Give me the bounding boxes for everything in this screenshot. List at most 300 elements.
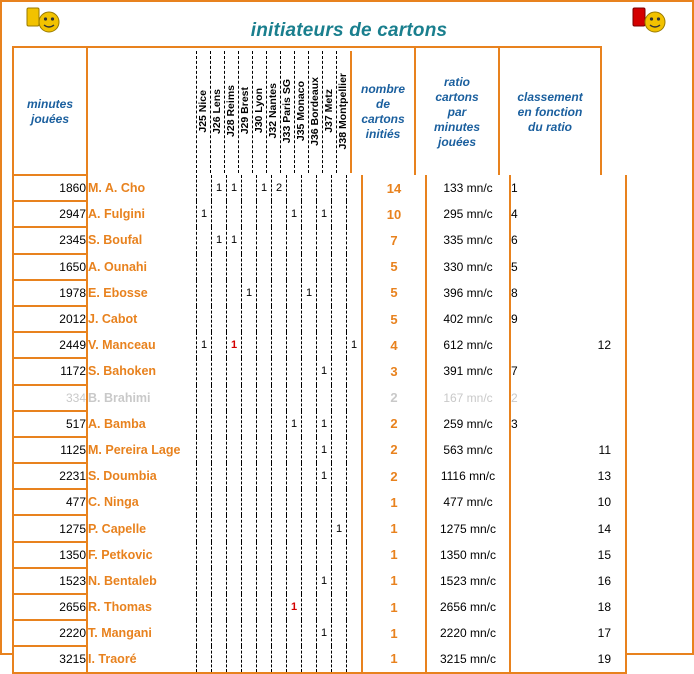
header-match-j36	[309, 51, 323, 173]
cell-minutes-jouees: 3215	[13, 646, 87, 672]
cell-match-j38	[347, 542, 363, 568]
cell-match-j38	[347, 620, 363, 646]
cell-ratio: 391 mn/c	[426, 358, 510, 384]
cell-match-j33	[287, 227, 302, 253]
cell-match-j38	[347, 568, 363, 594]
cell-player-name: B. Brahimi	[87, 385, 197, 411]
cell-match-j37	[332, 306, 347, 332]
cell-match-j28: 1	[227, 175, 242, 201]
cell-match-j37	[332, 227, 347, 253]
cell-match-j37	[332, 542, 347, 568]
cell-match-j38	[347, 489, 363, 515]
header-match-label-j26: J26 Lens	[211, 88, 223, 134]
table-row	[13, 385, 626, 411]
cell-match-j33	[287, 254, 302, 280]
table-row	[13, 332, 626, 358]
cell-match-j37	[332, 385, 347, 411]
cell-player-name: M. A. Cho	[87, 175, 197, 201]
cell-player-name: I. Traoré	[87, 646, 197, 672]
cell-match-j29	[242, 594, 257, 620]
cell-match-j30: 1	[257, 175, 272, 201]
header-match-j30	[253, 51, 267, 173]
cell-classement: 16	[510, 568, 626, 594]
cell-match-j36	[317, 254, 332, 280]
cell-match-j28: 1	[227, 332, 242, 358]
header-match-label-j36: J36 Bordeaux	[309, 76, 321, 146]
table-row	[13, 594, 626, 620]
cell-match-j33	[287, 489, 302, 515]
cell-minutes-jouees: 1523	[13, 568, 87, 594]
cell-match-j38	[347, 463, 363, 489]
cell-match-j36: 1	[317, 568, 332, 594]
cell-match-j33	[287, 385, 302, 411]
cell-match-j29	[242, 542, 257, 568]
cell-match-j38	[347, 201, 363, 227]
cell-classement: 3	[510, 411, 626, 437]
cell-match-j29	[242, 620, 257, 646]
table-row	[13, 437, 626, 463]
cell-match-j26	[212, 306, 227, 332]
cell-match-j25	[197, 542, 212, 568]
cell-match-j30	[257, 306, 272, 332]
cell-match-j37	[332, 489, 347, 515]
cell-minutes-jouees: 477	[13, 489, 87, 515]
cell-match-j36	[317, 227, 332, 253]
cell-classement: 19	[510, 646, 626, 672]
header-matches-block	[87, 47, 415, 177]
cell-nombre-cartons: 2	[362, 463, 426, 489]
cell-match-j35	[302, 542, 317, 568]
cell-match-j37	[332, 437, 347, 463]
cell-match-j35	[302, 620, 317, 646]
cell-match-j29	[242, 646, 257, 672]
cell-minutes-jouees: 2656	[13, 594, 87, 620]
cell-classement: 13	[510, 463, 626, 489]
cell-minutes-jouees: 2345	[13, 227, 87, 253]
cell-nombre-cartons: 1	[362, 594, 426, 620]
cell-match-j35	[302, 358, 317, 384]
cell-classement: 17	[510, 620, 626, 646]
cell-match-j36: 1	[317, 411, 332, 437]
cell-match-j38	[347, 385, 363, 411]
cell-nombre-cartons: 5	[362, 306, 426, 332]
cell-match-j32	[272, 620, 287, 646]
cell-match-j38	[347, 254, 363, 280]
table-row	[13, 620, 626, 646]
cell-match-j26: 1	[212, 175, 227, 201]
cell-match-j28	[227, 646, 242, 672]
cell-match-j28	[227, 620, 242, 646]
cell-match-j26	[212, 515, 227, 541]
cell-player-name: M. Pereira Lage	[87, 437, 197, 463]
cell-match-j29	[242, 306, 257, 332]
cell-nombre-cartons: 1	[362, 620, 426, 646]
cell-match-j37	[332, 620, 347, 646]
cell-classement: 9	[510, 306, 626, 332]
table-row	[13, 568, 626, 594]
table-row	[13, 515, 626, 541]
cell-ratio: 402 mn/c	[426, 306, 510, 332]
cell-match-j25	[197, 489, 212, 515]
header-minutes-line2: jouées	[30, 112, 69, 126]
cell-match-j32	[272, 594, 287, 620]
table-row	[13, 175, 626, 201]
cell-match-j25	[197, 385, 212, 411]
cell-nombre-cartons: 5	[362, 254, 426, 280]
header-ratio	[415, 47, 499, 177]
cell-match-j28	[227, 358, 242, 384]
cell-match-j37	[332, 280, 347, 306]
cell-match-j25	[197, 306, 212, 332]
cell-match-j36	[317, 385, 332, 411]
cell-match-j30	[257, 332, 272, 358]
cell-match-j32	[272, 568, 287, 594]
cell-match-j35	[302, 489, 317, 515]
cell-match-j30	[257, 594, 272, 620]
cell-match-j33	[287, 280, 302, 306]
cell-match-j25	[197, 254, 212, 280]
table-row	[13, 411, 626, 437]
cell-classement: 10	[510, 489, 626, 515]
cell-ratio: 396 mn/c	[426, 280, 510, 306]
cell-match-j26	[212, 489, 227, 515]
cell-match-j25	[197, 175, 212, 201]
cell-match-j32	[272, 358, 287, 384]
cell-match-j26	[212, 463, 227, 489]
header-match-label-j37: J37 Metz	[323, 89, 335, 133]
header-match-label-j33: J33 Paris SG	[281, 78, 293, 144]
cell-nombre-cartons: 1	[362, 542, 426, 568]
cell-match-j32	[272, 463, 287, 489]
cell-match-j30	[257, 463, 272, 489]
cell-match-j30	[257, 201, 272, 227]
cell-match-j35	[302, 227, 317, 253]
cell-classement: 5	[510, 254, 626, 280]
cell-nombre-cartons: 3	[362, 358, 426, 384]
cell-ratio: 2656 mn/c	[426, 594, 510, 620]
cell-match-j33	[287, 306, 302, 332]
cell-classement: 4	[510, 201, 626, 227]
cell-classement: 15	[510, 542, 626, 568]
cell-minutes-jouees: 2449	[13, 332, 87, 358]
cell-nombre-cartons: 1	[362, 515, 426, 541]
cell-match-j32	[272, 515, 287, 541]
cell-player-name: R. Thomas	[87, 594, 197, 620]
cell-classement: 12	[510, 332, 626, 358]
header-nombre-line3: cartons	[361, 112, 405, 126]
table-row	[13, 254, 626, 280]
cell-match-j32	[272, 306, 287, 332]
cell-match-j26	[212, 411, 227, 437]
cell-match-j26	[212, 332, 227, 358]
table-row	[13, 646, 626, 672]
cell-minutes-jouees: 2231	[13, 463, 87, 489]
cell-match-j29	[242, 568, 257, 594]
cell-match-j29	[242, 515, 257, 541]
cell-nombre-cartons: 4	[362, 332, 426, 358]
cell-match-j26	[212, 280, 227, 306]
cell-player-name: S. Bahoken	[87, 358, 197, 384]
cell-classement: 1	[510, 175, 626, 201]
cell-match-j32	[272, 542, 287, 568]
cell-match-j33	[287, 515, 302, 541]
cell-match-j26	[212, 254, 227, 280]
cell-match-j35	[302, 306, 317, 332]
cell-match-j37	[332, 463, 347, 489]
header-classement-line3: du ratio	[528, 119, 572, 134]
header-match-label-j35: J35 Monaco	[295, 80, 307, 142]
cell-match-j32	[272, 280, 287, 306]
cell-match-j33	[287, 463, 302, 489]
table-row	[13, 201, 626, 227]
cell-match-j35	[302, 594, 317, 620]
cell-match-j38	[347, 437, 363, 463]
cell-ratio: 563 mn/c	[426, 437, 510, 463]
cell-classement: 11	[510, 437, 626, 463]
cell-minutes-jouees: 1275	[13, 515, 87, 541]
cell-match-j26	[212, 646, 227, 672]
cell-match-j36: 1	[317, 463, 332, 489]
cell-match-j28	[227, 201, 242, 227]
header-nombre-line2: de	[375, 97, 390, 111]
cell-match-j38	[347, 594, 363, 620]
cell-match-j37	[332, 358, 347, 384]
cell-match-j28	[227, 385, 242, 411]
cell-match-j38	[347, 175, 363, 201]
cell-match-j29	[242, 227, 257, 253]
cell-match-j29	[242, 201, 257, 227]
cell-match-j33	[287, 542, 302, 568]
cell-match-j35	[302, 515, 317, 541]
header-ratio-line3: par	[447, 104, 467, 119]
cell-match-j37	[332, 332, 347, 358]
cell-match-j26	[212, 594, 227, 620]
header-minutes-line1: minutes	[26, 97, 73, 111]
cell-match-j32	[272, 385, 287, 411]
cell-match-j28: 1	[227, 227, 242, 253]
cell-match-j29	[242, 175, 257, 201]
header-player-name	[88, 51, 197, 173]
header-minutes-jouees	[13, 47, 87, 177]
cell-match-j32: 2	[272, 175, 287, 201]
cell-minutes-jouees: 1350	[13, 542, 87, 568]
cell-nombre-cartons: 7	[362, 227, 426, 253]
cell-minutes-jouees: 1860	[13, 175, 87, 201]
cell-match-j26	[212, 568, 227, 594]
cell-match-j32	[272, 646, 287, 672]
cell-match-j33	[287, 620, 302, 646]
cell-nombre-cartons: 14	[362, 175, 426, 201]
cell-match-j33	[287, 358, 302, 384]
cell-ratio: 167 mn/c	[426, 385, 510, 411]
cell-match-j26	[212, 358, 227, 384]
header-match-label-j29: J29 Brest	[239, 87, 251, 135]
cell-match-j36: 1	[317, 201, 332, 227]
cell-match-j38	[347, 411, 363, 437]
header-match-j38	[337, 51, 352, 173]
cell-minutes-jouees: 1978	[13, 280, 87, 306]
cell-match-j35: 1	[302, 280, 317, 306]
cell-match-j28	[227, 254, 242, 280]
cell-match-j29	[242, 411, 257, 437]
cell-match-j29	[242, 358, 257, 384]
header-nombre-line4: initiés	[365, 127, 401, 141]
cell-player-name: F. Petkovic	[87, 542, 197, 568]
cell-match-j37	[332, 568, 347, 594]
cell-minutes-jouees: 1125	[13, 437, 87, 463]
cell-ratio: 259 mn/c	[426, 411, 510, 437]
cell-match-j33	[287, 437, 302, 463]
cell-match-j35	[302, 385, 317, 411]
cell-match-j30	[257, 411, 272, 437]
header-match-j37	[323, 51, 337, 173]
cell-match-j35	[302, 646, 317, 672]
cell-match-j37	[332, 646, 347, 672]
header-match-label-j28: J28 Reims	[225, 85, 237, 137]
cell-match-j30	[257, 254, 272, 280]
cell-match-j25	[197, 620, 212, 646]
cell-match-j25	[197, 646, 212, 672]
cell-player-name: A. Ounahi	[87, 254, 197, 280]
cell-player-name: E. Ebosse	[87, 280, 197, 306]
cell-match-j28	[227, 568, 242, 594]
cell-match-j30	[257, 568, 272, 594]
table-row	[13, 306, 626, 332]
cell-match-j29: 1	[242, 280, 257, 306]
cell-match-j35	[302, 254, 317, 280]
cell-match-j29	[242, 463, 257, 489]
cell-match-j30	[257, 280, 272, 306]
cell-match-j32	[272, 411, 287, 437]
cell-minutes-jouees: 517	[13, 411, 87, 437]
cell-match-j35	[302, 201, 317, 227]
table-row	[13, 463, 626, 489]
header-classement	[499, 47, 601, 177]
header-match-label-j32: J32 Nantes	[267, 83, 279, 139]
header-match-j32	[267, 51, 281, 173]
header-nombre-line1: nombre	[360, 82, 405, 96]
cell-match-j28	[227, 437, 242, 463]
cell-match-j25: 1	[197, 201, 212, 227]
cell-match-j29	[242, 254, 257, 280]
cell-match-j29	[242, 332, 257, 358]
cell-match-j30	[257, 489, 272, 515]
cell-ratio: 1523 mn/c	[426, 568, 510, 594]
cell-player-name: A. Fulgini	[87, 201, 197, 227]
cell-match-j36	[317, 594, 332, 620]
cell-minutes-jouees: 1172	[13, 358, 87, 384]
cell-minutes-jouees: 2220	[13, 620, 87, 646]
cell-match-j36	[317, 489, 332, 515]
cell-nombre-cartons: 10	[362, 201, 426, 227]
cell-match-j35	[302, 332, 317, 358]
cell-match-j29	[242, 437, 257, 463]
cell-classement: 8	[510, 280, 626, 306]
page-title: initiateurs de cartons	[250, 20, 448, 41]
header-match-label-j25: J25 Nice	[197, 89, 209, 133]
cell-match-j33: 1	[287, 411, 302, 437]
cell-player-name: T. Mangani	[87, 620, 197, 646]
cell-match-j25	[197, 411, 212, 437]
cell-match-j26: 1	[212, 227, 227, 253]
header-classement-line2: en fonction	[517, 104, 583, 119]
cell-match-j32	[272, 437, 287, 463]
cell-ratio: 2220 mn/c	[426, 620, 510, 646]
cell-match-j35	[302, 568, 317, 594]
cell-match-j32	[272, 489, 287, 515]
cell-match-j25	[197, 280, 212, 306]
cell-match-j33	[287, 175, 302, 201]
table-row	[13, 489, 626, 515]
cell-match-j25	[197, 568, 212, 594]
cell-ratio: 1116 mn/c	[426, 463, 510, 489]
cell-nombre-cartons: 5	[362, 280, 426, 306]
header-ratio-line4: minutes	[433, 119, 480, 134]
cell-nombre-cartons: 2	[362, 437, 426, 463]
cell-match-j30	[257, 227, 272, 253]
cell-nombre-cartons: 1	[362, 646, 426, 672]
cell-classement: 7	[510, 358, 626, 384]
cell-match-j28	[227, 489, 242, 515]
table-row	[13, 358, 626, 384]
header-ratio-line5: jouées	[437, 134, 476, 149]
cell-match-j30	[257, 437, 272, 463]
cell-match-j36: 1	[317, 437, 332, 463]
cell-minutes-jouees: 2947	[13, 201, 87, 227]
cell-match-j33: 1	[287, 201, 302, 227]
cartons-table	[12, 46, 602, 178]
cell-player-name: J. Cabot	[87, 306, 197, 332]
cell-player-name: S. Boufal	[87, 227, 197, 253]
cell-match-j36	[317, 515, 332, 541]
cell-match-j25	[197, 463, 212, 489]
cell-match-j38	[347, 358, 363, 384]
cell-match-j38	[347, 280, 363, 306]
table-row	[13, 542, 626, 568]
cell-match-j36	[317, 542, 332, 568]
cell-match-j36: 1	[317, 358, 332, 384]
cell-match-j30	[257, 515, 272, 541]
cell-match-j26	[212, 385, 227, 411]
header-match-j25	[197, 51, 211, 173]
header-classement-line1: classement	[517, 89, 583, 104]
cell-minutes-jouees: 334	[13, 385, 87, 411]
cell-nombre-cartons: 1	[362, 568, 426, 594]
cell-match-j32	[272, 332, 287, 358]
cartons-rows-table	[12, 174, 627, 674]
cell-nombre-cartons: 2	[362, 411, 426, 437]
cell-player-name: C. Ninga	[87, 489, 197, 515]
cell-ratio: 612 mn/c	[426, 332, 510, 358]
cell-ratio: 295 mn/c	[426, 201, 510, 227]
cell-match-j26	[212, 201, 227, 227]
cell-match-j33: 1	[287, 594, 302, 620]
cell-match-j37: 1	[332, 515, 347, 541]
cell-match-j35	[302, 437, 317, 463]
cell-match-j36	[317, 175, 332, 201]
cell-ratio: 330 mn/c	[426, 254, 510, 280]
cell-match-j37	[332, 254, 347, 280]
cell-match-j37	[332, 175, 347, 201]
table-row	[13, 227, 626, 253]
cell-player-name: S. Doumbia	[87, 463, 197, 489]
cell-match-j30	[257, 620, 272, 646]
cell-match-j28	[227, 463, 242, 489]
header-match-label-j38: J38 Montpellier	[337, 72, 349, 150]
header-match-j26	[211, 51, 225, 173]
cell-match-j36	[317, 332, 332, 358]
cell-match-j26	[212, 542, 227, 568]
